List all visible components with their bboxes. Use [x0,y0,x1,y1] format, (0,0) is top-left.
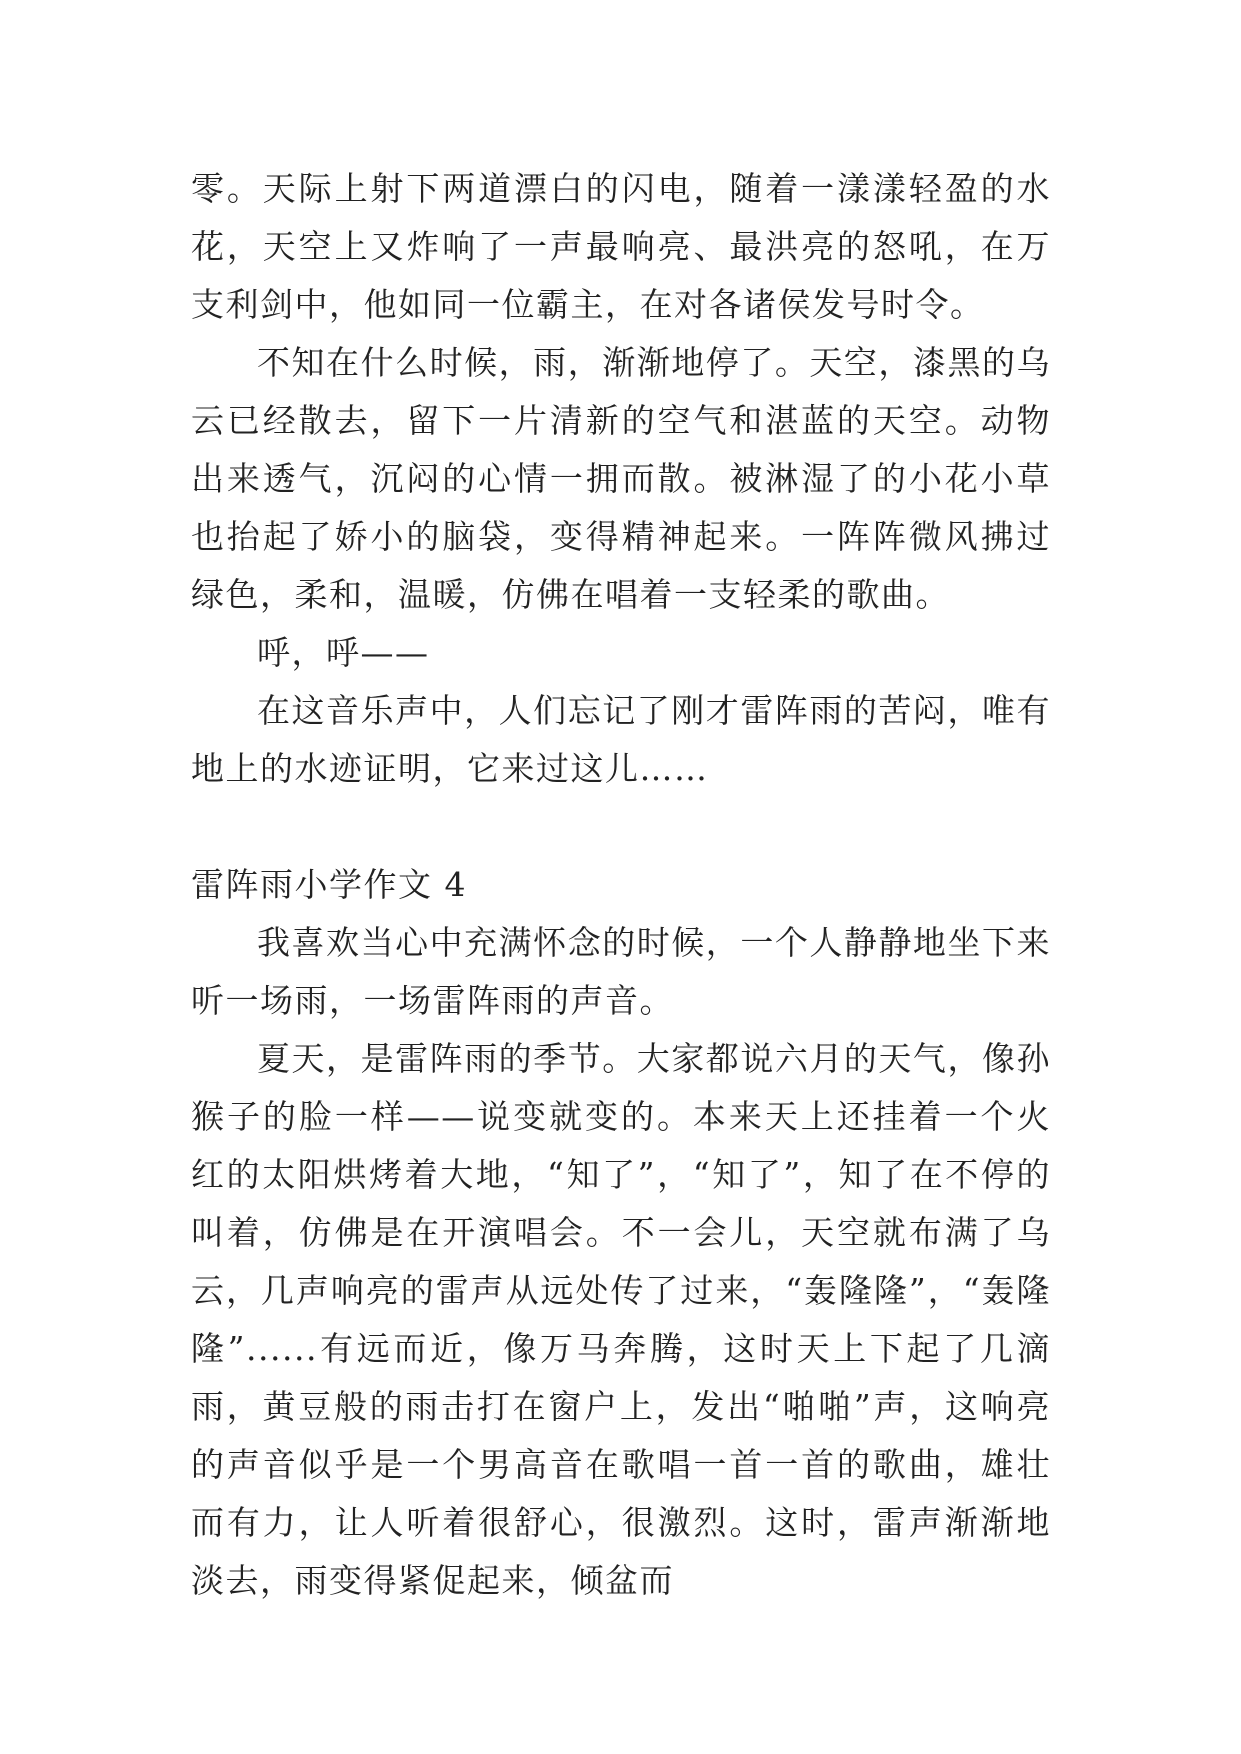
paragraph: 在这音乐声中，人们忘记了刚才雷阵雨的苦闷，唯有地上的水迹证明，它来过这儿…… [191,691,1051,788]
section-title: 雷阵雨小学作文 4 [191,865,467,904]
paragraph: 不知在什么时候，雨，渐渐地停了。天空，漆黑的乌云已经散去，留下一片清新的空气和湛蓝的天空。动物出来透气，沉闷的心情一拥而散。被淋湿了的小花小草也抬起了娇小的脑袋，变得精神起来。一阵阵微风拂过绿色，柔和，温暖，仿佛在唱着一支轻柔的歌曲。 [191,343,1051,614]
paragraph: 我喜欢当心中充满怀念的时候，一个人静静地坐下来听一场雨，一场雷阵雨的声音。 [191,923,1051,1020]
paragraph-continued: 零。天际上射下两道漂白的闪电，随着一漾漾轻盈的水花，天空上又炸响了一声最响亮、最洪亮的怒吼，在万支利剑中，他如同一位霸主，在对各诸侯发号时令。 [191,169,1051,324]
document-body [191,160,1051,1610]
paragraph: 呼，呼—— [257,633,430,672]
paragraph: 夏天，是雷阵雨的季节。大家都说六月的天气，像孙猴子的脸一样——说变就变的。本来天上还挂着一个火红的太阳烘烤着大地，“知了”，“知了”，知了在不停的叫着，仿佛是在开演唱会。不一会儿，天空就布满了乌云，几声响亮的雷声从远处传了过来，“轰隆隆”，“轰隆隆”......有远而近，像万马奔腾，这时天上下起了几滴雨，黄豆般的雨击打在窗户上，发出“啪啪”声，这响亮的声音似乎是一个男高音在歌唱一首一首的歌曲，雄壮而有力，让人听着很舒心，很激烈。这时，雷声渐渐地淡去，雨变得紧促起来，倾盆而 [191,1039,1051,1600]
